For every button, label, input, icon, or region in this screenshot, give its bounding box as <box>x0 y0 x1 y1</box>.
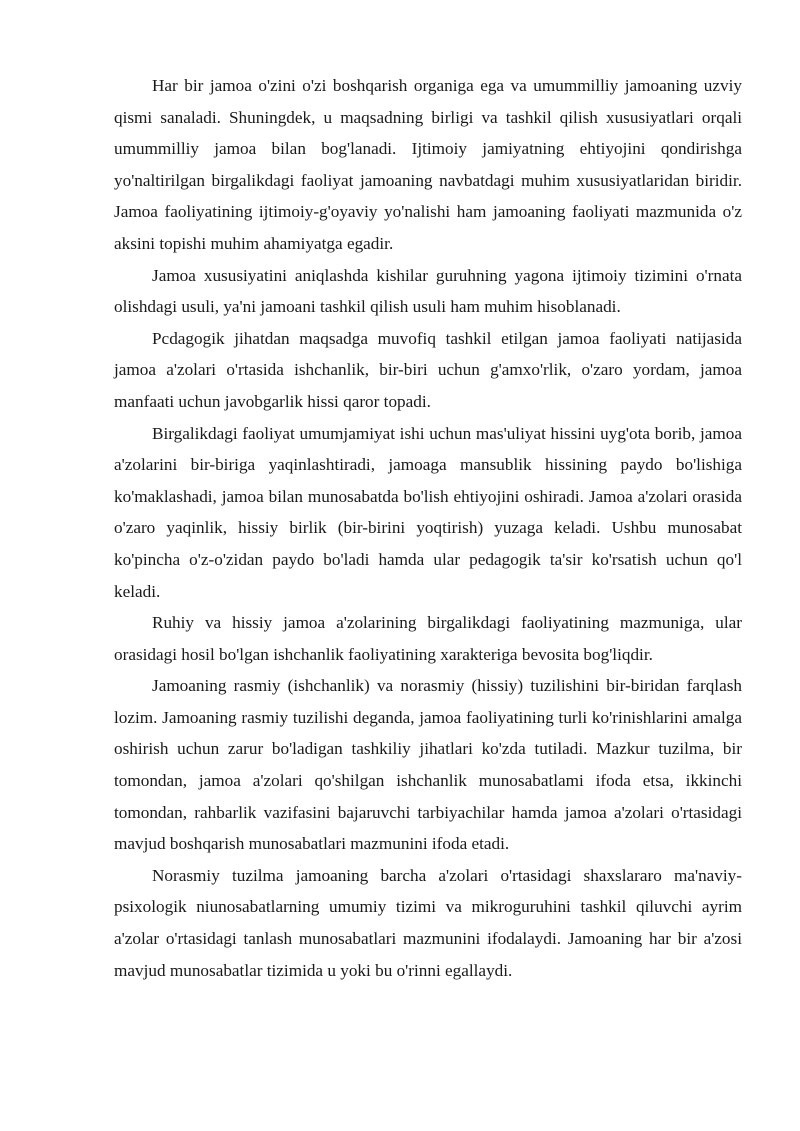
paragraph-7: Norasmiy tuzilma jamoaning barcha a'zolari o'rtasidagi shaxslararo ma'naviy-psixologik niunosabatlarning umumiy tizimi va mikroguruhini tashkil qiluvchi ayrim a'zolar o'rtasidagi tanlash munosabatlari mazmunini ifodalaydi. Jamoaning har bir a'zosi mavjud munosabatlar tizimida u yoki bu o'rinni egallaydi. <box>114 865 742 980</box>
paragraph-6: Jamoaning rasmiy (ishchanlik) va norasmiy (hissiy) tuzilishini bir-biridan farqlash lozim. Jamoaning rasmiy tuzilishi deganda, jamoa faoliyatining turli ko'rinishlarini amalga oshirish uchun zarur bo'ladigan tashkiliy jihatlari ko'zda tutiladi. Mazkur tuzilma, bir tomondan, jamoa a'zolari qo'shilgan ishchanlik munosabatlami ifoda etsa, ikkinchi tomondan, rahbarlik vazifasini bajaruvchi tarbiyachilar hamda jamoa a'zolari o'rtasidagi mavjud boshqarish munosabatlari mazmunini ifoda etadi. <box>114 676 742 854</box>
paragraph-3: Pcdagogik jihatdan maqsadga muvofiq tashkil etilgan jamoa faoliyati natijasida jamoa a'zolari o'rtasida ishchanlik, bir-biri uchun g'amxo'rlik, o'zaro yordam, jamoa manfaati uchun javobgarlik hissi qaror topadi. <box>114 328 742 411</box>
paragraph-5: Ruhiy va hissiy jamoa a'zolarining birgalikdagi faoliyatining mazmuniga, ular orasidagi hosil bo'lgan ishchanlik faoliyatining xarakteriga bevosita bog'liqdir. <box>114 613 742 664</box>
paragraph-4: Birgalikdagi faoliyat umumjamiyat ishi uchun mas'uliyat hissini uyg'ota borib, jamoa a'zolarini bir-biriga yaqinlashtiradi, jamoaga mansublik hissining paydo bo'lishiga ko'maklashadi, jamoa bilan munosabatda bo'lish ehtiyojini oshiradi. Jamoa a'zolari orasida o'zaro yaqinlik, hissiy birlik (bir-birini yoqtirish) yuzaga keladi. Ushbu munosabat ko'pincha o'z-o'zidan paydo bo'ladi hamda ular pedagogik ta'sir ko'rsatish uchun qo'l keladi. <box>114 423 742 601</box>
document-page <box>114 70 742 986</box>
paragraph-1: Har bir jamoa o'zini o'zi boshqarish organiga ega va umummilliy jamoaning uzviy qismi sanaladi. Shuningdek, u maqsadning birligi va tashkil qilish xususiyatlari orqali umummilliy jamoa bilan bog'lanadi. Ijtimoiy jamiyatning ehtiyojini qondirishga yo'naltirilgan birgalikdagi faoliyat jamoaning navbatdagi muhim xususiyatlaridan biridir. Jamoa faoliyatining ijtimoiy-g'oyaviy yo'nalishi ham jamoaning faoliyati mazmunida o'z aksini topishi muhim ahamiyatga egadir. <box>114 76 742 253</box>
paragraph-2: Jamoa xususiyatini aniqlashda kishilar guruhning yagona ijtimoiy tizimini o'rnata olishdagi usuli, ya'ni jamoani tashkil qilish usuli ham muhim hisoblanadi. <box>114 265 742 317</box>
